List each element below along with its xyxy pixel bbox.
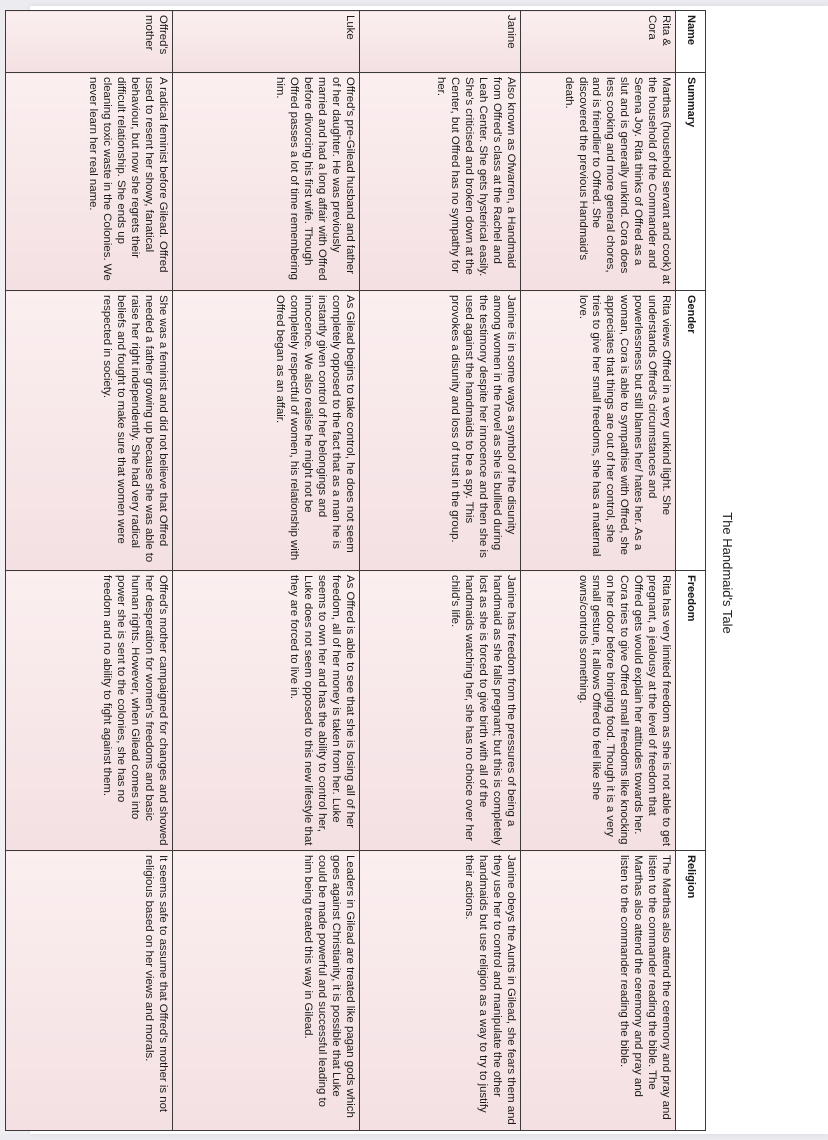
cell-freedom: Janine has freedom from the pressures of being a handmaid as she falls pregnant; but this is completely lost as she is forced to give birth with all of the handmaids watching her, she has no choice over her child's life. [360, 571, 521, 851]
rotated-page [20, 6, 740, 1140]
cell-summary: A radical feminist before Gilead. Offred used to resent her showy, fanatical behaviour, but now she regrets their difficult relationship. She ends up cleaning toxic waste in the Colonies. We never learn her real name. [6, 73, 173, 291]
cell-name: Janine [360, 11, 521, 73]
cell-religion: Leaders in Gilead are treated like pagan gods which goes against Christianity, it is possible that Luke could be made powerful and successful leading to him being treated this way in Gilead. [173, 851, 360, 1131]
header-gender: Gender [676, 291, 706, 571]
cell-religion: The Marthas also attend the ceremony and pray and listen to the commander reading the bible. The Marthas also attend the ceremony and pray and listen to the commander reading the bible. [521, 851, 676, 1131]
table-row [6, 11, 173, 1131]
header-freedom: Freedom [676, 571, 706, 851]
cell-freedom: Rita has very limited freedom as she is not able to get pregnant, a jealousy at the level of freedom that Offred gets would explain her attitudes towards her. Cora tries to give Offred small freedoms like knocking on her door before bringing food. Though it is a very small gesture, it allows Offred to feel like she owns/controls something. [521, 571, 676, 851]
cell-name: Offred's mother [6, 11, 173, 73]
cell-gender: She was a feminist and did not believe that Offred needed a father growing up because she was able to raise her right independently. She had very radical beliefs and fought to make sure that women were respected in society. [6, 291, 173, 571]
cell-freedom: As Offred is able to see that she is losing all of her freedom, all of her money is taken from her. Luke seems to own her and has the ability to control her, Luke does not seem opposed to this new lifestyle that they are forced to live in. [173, 571, 360, 851]
cell-summary: Marthas (household servant and cook) at the household of the Commander and Serena Joy. Rita thinks of Offred as a slut and is generally unkind. Cora does less cooking and more general chores, and is friendlier to Offred. She discovered the previous Handmaid's death. [521, 73, 676, 291]
cell-name: Rita & Cora [521, 11, 676, 73]
document-title: The Handmaid's Tale [720, 512, 735, 634]
cell-summary: Also known as Ofwarren, a Handmaid from Offred's class at the Rachel and Leah Center. She gets hysterical easily. She's criticised and broken down at the Center, but Offred has no sympathy for her. [360, 73, 521, 291]
cell-gender: Rita views Offred in a very unkind light. She understands Offred's circumstances and powerlessness but still blames her/ hates her. As a woman, Cora is able to sympathise with Offred, she appreciates that things are out of her control, she tries to give her small freedoms, she has a maternal love. [521, 291, 676, 571]
cell-freedom: Offred's mother campaigned for changes and showed her desperation for women's freedoms and basic human rights. However, when Gilead comes into power she is sent to the colonies, she has no freedom and no ability to fight against them. [6, 571, 173, 851]
cell-gender: Janine is in some ways a symbol of the disunity among women in the novel as she is bullied during the testimony despite her innocence and then she is used against the handmaids to be a spy. This provokes a disunity and loss of trust in the group. [360, 291, 521, 571]
header-summary: Summary [676, 73, 706, 291]
header-religion: Religion [676, 851, 706, 1131]
table-row [521, 11, 676, 1131]
table-row [173, 11, 360, 1131]
cell-religion: Janine obeys the Aunts in Gilead, she fears them and they use her to control and manipulate the other handmaids but use religion as a way to try to justify their actions. [360, 851, 521, 1131]
header-row [676, 11, 706, 1131]
cell-religion: It seems safe to assume that Offred's mother is not religious based on her views and morals. [6, 851, 173, 1131]
table-row [360, 11, 521, 1131]
cell-gender: As Gilead begins to take control, he does not seem completely opposed to the fact that as a man he is instantly given control of her belongings and innocence. We also realise he might not be completely respectful of women, his relationship with Offred began as an affair. [173, 291, 360, 571]
cell-summary: Offred's pre-Gilead husband and father of her daughter. He was previously married and had a long affair with Offred before divorcing his first wife. Though Offred passes a lot of time remembering him. [173, 73, 360, 291]
character-table [5, 10, 706, 1131]
cell-name: Luke [173, 11, 360, 73]
header-name: Name [676, 11, 706, 73]
